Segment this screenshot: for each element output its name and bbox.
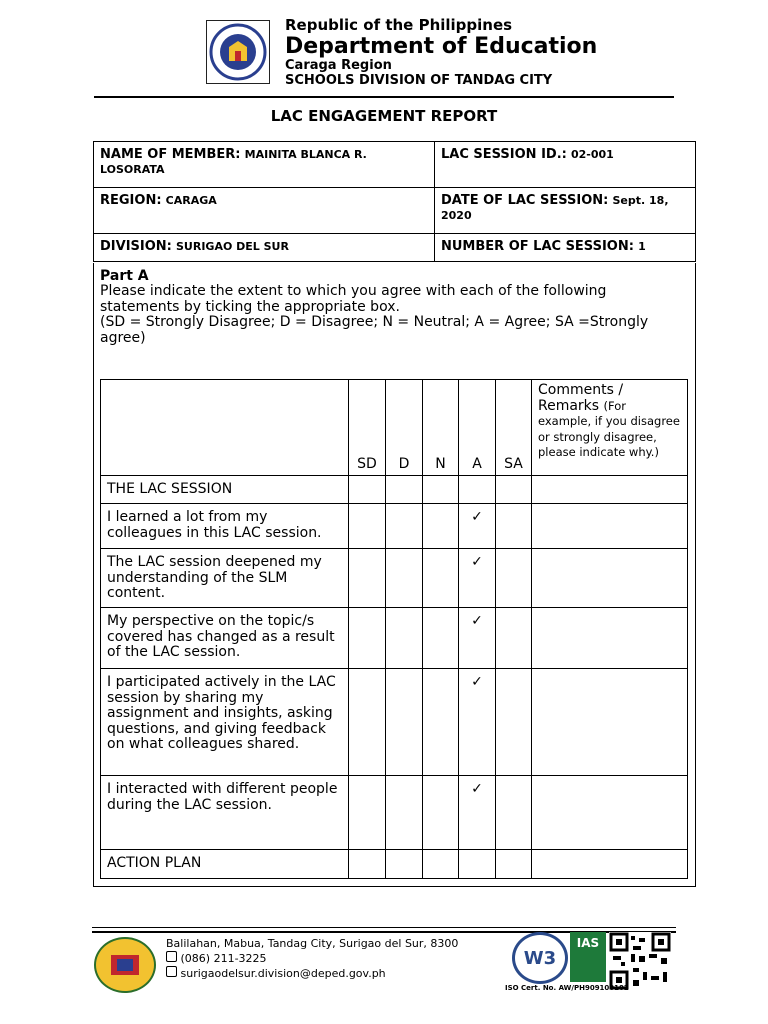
check-cell[interactable] <box>496 549 532 608</box>
division-seal-logo <box>94 937 156 993</box>
w3-cert-logo: W3 <box>512 932 568 984</box>
comments-header-hint: (For example, if you disagree or strongly disagree, please indicate why.) <box>538 398 680 459</box>
member-name-label: NAME OF MEMBER: <box>100 147 241 162</box>
part-a-instructions <box>100 284 680 346</box>
col-a: A <box>459 380 496 476</box>
checkmark-icon[interactable]: ✓ <box>459 549 496 608</box>
check-cell[interactable] <box>386 669 423 776</box>
session-id-cell <box>435 142 696 188</box>
check-cell[interactable] <box>349 608 386 669</box>
comment-cell[interactable] <box>532 608 688 669</box>
statement-2: The LAC session deepened my understanding of the SLM content. <box>101 549 349 608</box>
session-date-value: Sept. 18, 2020 <box>441 194 669 222</box>
session-date-cell <box>435 188 696 234</box>
header-department: Department of Education <box>285 34 598 59</box>
session-id-value: 02-001 <box>571 148 614 161</box>
member-name-value: MAINITA BLANCA R. LOSORATA <box>100 148 367 176</box>
check-cell[interactable] <box>423 608 459 669</box>
statement-5: I interacted with different people during the LAC session. <box>101 776 349 850</box>
table-row <box>101 608 688 669</box>
division-value: SURIGAO DEL SUR <box>176 240 289 253</box>
footer-rule <box>92 927 676 928</box>
statement-header <box>101 380 349 476</box>
member-info-table <box>93 141 696 262</box>
footer-contact <box>166 936 458 981</box>
session-id-label: LAC SESSION ID.: <box>441 147 567 162</box>
qr-code-icon <box>609 932 671 990</box>
region-label: REGION: <box>100 193 162 208</box>
header-republic: Republic of the Philippines <box>285 16 513 34</box>
iso-cert-number: ISO Cert. No. AW/PH909100102 <box>505 984 629 992</box>
check-cell[interactable] <box>349 504 386 549</box>
check-cell[interactable] <box>496 776 532 850</box>
report-title: LAC ENGAGEMENT REPORT <box>270 107 498 125</box>
checkmark-icon[interactable]: ✓ <box>459 608 496 669</box>
division-cell <box>94 234 435 262</box>
check-cell[interactable] <box>386 776 423 850</box>
comment-cell[interactable] <box>532 776 688 850</box>
comment-cell[interactable] <box>532 504 688 549</box>
footer-address: Balilahan, Mabua, Tandag City, Surigao del Sur, 8300 <box>166 937 459 950</box>
table-row <box>101 549 688 608</box>
col-sd: SD <box>349 380 386 476</box>
check-cell[interactable] <box>496 669 532 776</box>
check-cell[interactable] <box>386 608 423 669</box>
region-cell <box>94 188 435 234</box>
check-cell[interactable] <box>496 504 532 549</box>
checkmark-icon[interactable]: ✓ <box>459 669 496 776</box>
comments-header-label: Comments / Remarks <box>538 382 624 414</box>
table-row <box>101 669 688 776</box>
col-sa: SA <box>496 380 532 476</box>
footer-phone: (086) 211-3225 <box>180 952 267 965</box>
member-name-cell <box>94 142 435 188</box>
footer-email[interactable]: surigaodelsur.division@deped.gov.ph <box>180 967 386 980</box>
section-lac-session: THE LAC SESSION <box>101 476 349 504</box>
check-cell[interactable] <box>423 504 459 549</box>
comments-header <box>532 380 688 476</box>
part-a-title: Part A <box>100 268 149 284</box>
check-cell[interactable] <box>496 608 532 669</box>
table-row <box>101 504 688 549</box>
header-division: SCHOOLS DIVISION OF TANDAG CITY <box>285 73 553 88</box>
col-d: D <box>386 380 423 476</box>
statement-1: I learned a lot from my colleagues in this LAC session. <box>101 504 349 549</box>
statement-3: My perspective on the topic/s covered has changed as a result of the LAC session. <box>101 608 349 669</box>
col-n: N <box>423 380 459 476</box>
deped-seal-logo <box>206 20 270 84</box>
comment-cell[interactable] <box>532 669 688 776</box>
phone-icon <box>166 951 177 962</box>
check-cell[interactable] <box>349 549 386 608</box>
check-cell[interactable] <box>423 549 459 608</box>
session-number-cell <box>435 234 696 262</box>
header-region: Caraga Region <box>285 58 392 73</box>
checkmark-icon[interactable]: ✓ <box>459 504 496 549</box>
part-a-legend: (SD = Strongly Disagree; D = Disagree; N = Neutral; A = Agree; SA =Strongly agree) <box>100 314 649 346</box>
check-cell[interactable] <box>349 669 386 776</box>
check-cell[interactable] <box>423 669 459 776</box>
part-a-text: Please indicate the extent to which you agree with each of the following statements by ticking the appropriate box. <box>100 283 607 315</box>
session-number-label: NUMBER OF LAC SESSION: <box>441 239 634 254</box>
check-cell[interactable] <box>386 549 423 608</box>
email-icon <box>166 966 177 977</box>
comment-cell[interactable] <box>532 549 688 608</box>
ias-accredited-logo: IAS <box>570 932 606 982</box>
region-value: CARAGA <box>165 194 217 207</box>
check-cell[interactable] <box>386 504 423 549</box>
rating-table <box>100 379 688 879</box>
header-rule <box>94 96 674 98</box>
division-label: DIVISION: <box>100 239 172 254</box>
table-row <box>101 776 688 850</box>
check-cell[interactable] <box>349 776 386 850</box>
session-date-label: DATE OF LAC SESSION: <box>441 193 609 208</box>
statement-4: I participated actively in the LAC session by sharing my assignment and insights, asking questions, and giving feedback on what colleagues shared. <box>101 669 349 776</box>
checkmark-icon[interactable]: ✓ <box>459 776 496 850</box>
check-cell[interactable] <box>423 776 459 850</box>
section-action-plan: ACTION PLAN <box>101 850 349 879</box>
session-number-value: 1 <box>638 240 646 253</box>
